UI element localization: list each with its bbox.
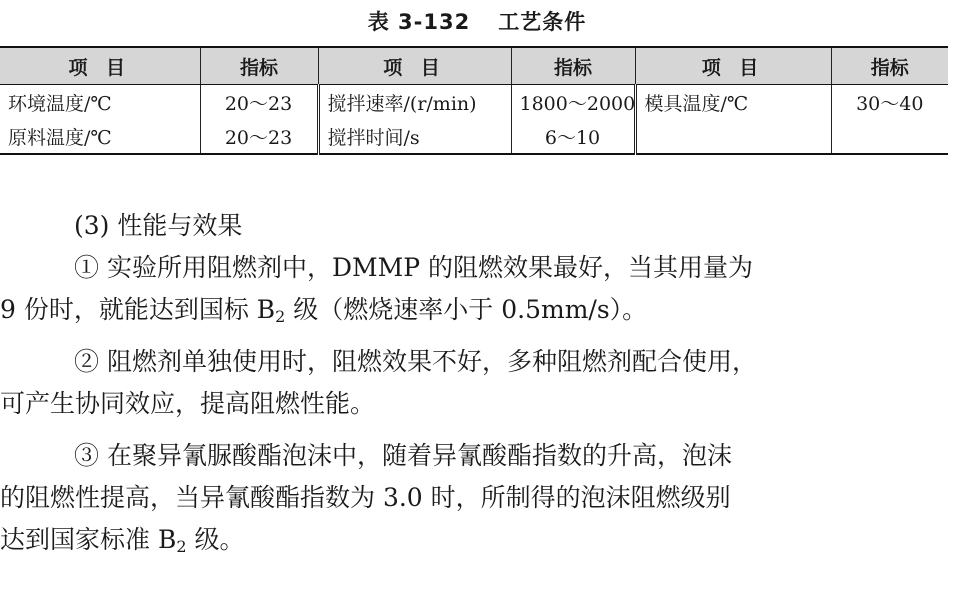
table-cell (831, 119, 948, 154)
text-run: 级。 (186, 525, 245, 554)
column-header: 项 目 (635, 47, 831, 85)
section-heading: (3) 性能与效果 (74, 211, 243, 240)
paragraph-line: 的阻燃性提高，当异氰酸酯指数为 3.0 时，所制得的泡沫阻燃级别 (0, 483, 731, 512)
table-row (0, 119, 948, 154)
table-cell (635, 119, 831, 154)
paragraph-line: 可产生协同效应，提高阻燃性能。 (0, 389, 376, 418)
column-header: 指标 (511, 47, 635, 85)
column-header: 指标 (831, 47, 948, 85)
table-cell: 1800～2000 (511, 85, 635, 120)
table-cell: 模具温度/℃ (635, 85, 831, 120)
table-cell: 环境温度/℃ (8, 92, 112, 115)
text-run: 级（燃烧速率小于 0.5mm/s）。 (285, 295, 648, 324)
table-cell: 20～23 (200, 119, 318, 154)
column-header: 项 目 (0, 47, 200, 85)
process-conditions-table (0, 46, 948, 155)
table-caption (0, 6, 954, 36)
table-header-row (0, 47, 948, 85)
subscript: 2 (275, 307, 286, 326)
paragraph-line: ② 阻燃剂单独使用时，阻燃效果不好，多种阻燃剂配合使用， (74, 347, 757, 376)
column-header: 项 目 (318, 47, 511, 85)
table-number: 表 3-132 (367, 10, 471, 34)
column-header: 指标 (200, 47, 318, 85)
text-run: 9 份时，就能达到国标 B (0, 295, 276, 324)
paragraph-line: ③ 在聚异氰脲酸酯泡沫中，随着异氰酸酯指数的升高，泡沫 (74, 441, 732, 470)
table-title: 工艺条件 (498, 10, 587, 34)
paragraph-line (0, 519, 948, 561)
paragraph-2 (0, 341, 948, 425)
text-run: 达到国家标准 B (0, 525, 177, 554)
table-cell: 原料温度/℃ (0, 119, 200, 154)
table-cell: 搅拌速率/(r/min) (318, 85, 511, 120)
table-cell: 20～23 (200, 85, 318, 120)
subscript: 2 (176, 537, 187, 556)
table-row (0, 85, 948, 120)
paragraph-3 (0, 435, 948, 561)
paragraph-line: ① 实验所用阻燃剂中，DMMP 的阻燃效果最好，当其用量为 (74, 253, 753, 282)
table-cell: 6～10 (511, 119, 635, 154)
table-cell: 30～40 (831, 85, 948, 120)
paragraph-line (0, 289, 948, 331)
table-cell: 搅拌时间/s (318, 119, 511, 154)
paragraph-1 (0, 247, 948, 331)
section-body (0, 205, 948, 561)
